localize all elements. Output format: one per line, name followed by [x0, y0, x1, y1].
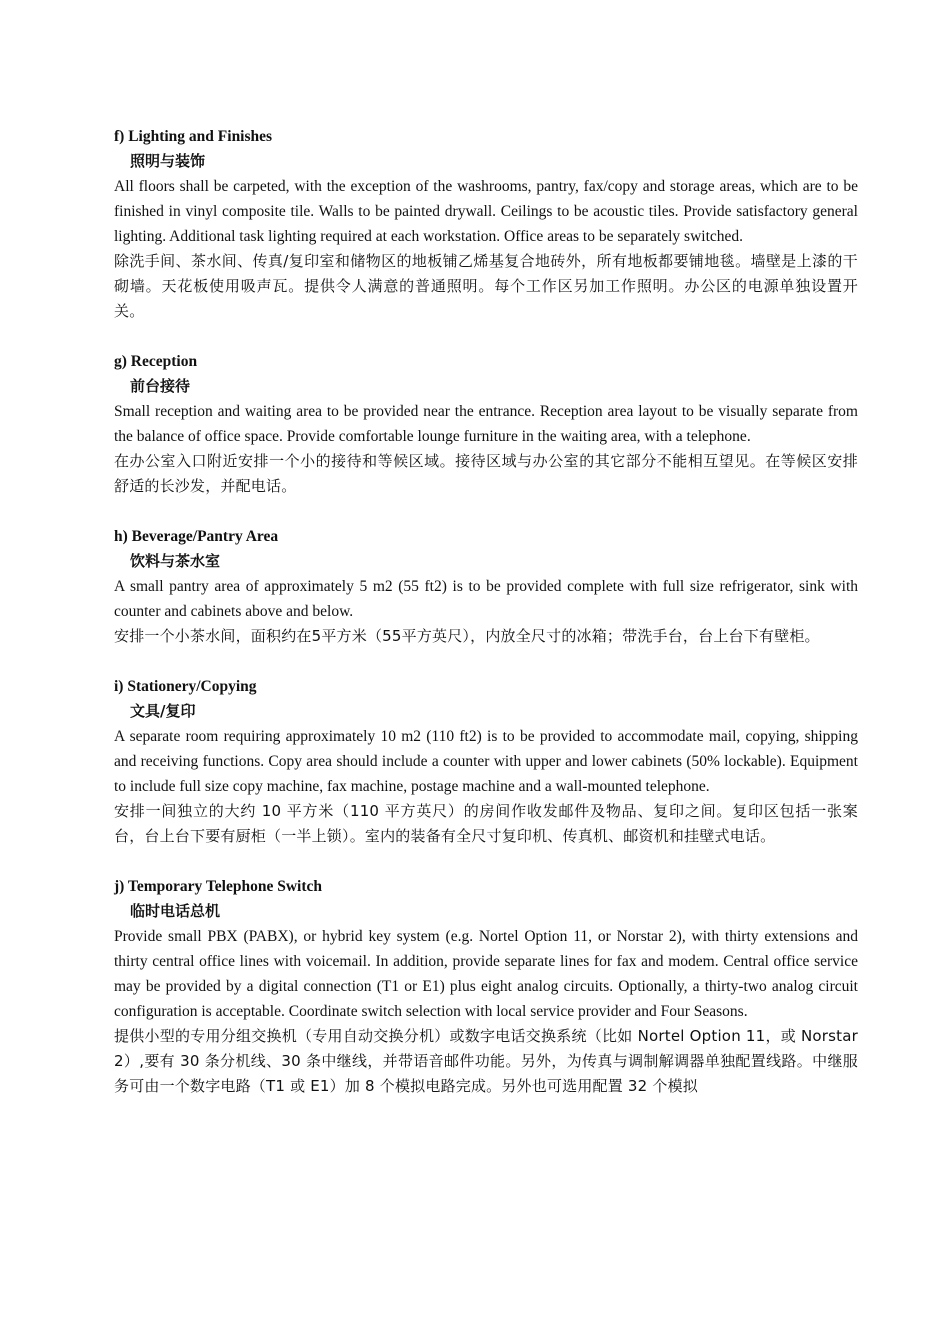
section-subheading-cn: 照明与装饰 [130, 152, 206, 170]
section-subheading-cn: 文具/复印 [130, 702, 196, 720]
section-body-cn: 在办公室入口附近安排一个小的接待和等候区域。接待区域与办公室的其它部分不能相互望见。在等候区安排舒适的长沙发，并配电话。 [114, 452, 858, 495]
section-heading: g) Reception [114, 353, 198, 370]
section-subheading-cn: 临时电话总机 [130, 902, 221, 920]
section-heading: j) Temporary Telephone Switch [114, 878, 322, 895]
section-subheading-cn: 饮料与茶水室 [130, 552, 221, 570]
section-heading: h) Beverage/Pantry Area [114, 528, 279, 545]
section-body-cn: 安排一个小茶水间，面积约在5平方米（55平方英尺），内放全尺寸的冰箱；带洗手台，台上台下有壁柜。 [114, 627, 820, 645]
section-heading: i) Stationery/Copying [114, 678, 257, 695]
document-page [114, 124, 858, 1124]
section-body-en: A small pantry area of approximately 5 m2 (55 ft2) is to be provided complete with full size refrigerator, sink with counter and cabinets above and below. [114, 578, 858, 620]
section-beverage-pantry [114, 524, 858, 649]
section-subheading-cn: 前台接待 [130, 377, 191, 395]
section-heading: f) Lighting and Finishes [114, 128, 273, 145]
section-lighting-finishes [114, 124, 858, 324]
section-body-en: Small reception and waiting area to be provided near the entrance. Reception area layout to be visually separate from the balance of office space. Provide comfortable lounge furniture in the waiting area, with a telephone. [114, 403, 858, 445]
section-body-cn: 除洗手间、茶水间、传真/复印室和储物区的地板铺乙烯基复合地砖外，所有地板都要铺地毯。墙壁是上漆的干砌墙。天花板使用吸声瓦。提供令人满意的普通照明。每个工作区另加工作照明。办公区的电源单独设置开关。 [114, 252, 858, 320]
section-body-cn: 安排一间独立的大约 10 平方米（110 平方英尺）的房间作收发邮件及物品、复印之间。复印区包括一张案台，台上台下要有厨柜（一半上锁）。室内的装备有全尺寸复印机、传真机、邮资机和挂壁式电话。 [114, 802, 858, 845]
section-body-en: Provide small PBX (PABX), or hybrid key system (e.g. Nortel Option 11, or Norstar 2), with thirty extensions and thirty central office lines with voicemail. In addition, provide separate lines for fax and modem. Central office service may be provided by a digital connection (T1 or E1) plus eight analog circuits. Optionally, a thirty-two analog circuit configuration is acceptable. Coordinate switch selection with local service provider and Four Seasons. [114, 928, 858, 1020]
section-temporary-telephone-switch [114, 874, 858, 1099]
section-reception [114, 349, 858, 499]
section-body-cn: 提供小型的专用分组交换机（专用自动交换分机）或数字电话交换系统（比如 Nortel Option 11，或 Norstar 2）,要有 30 条分机线、30 条中继线，并带语音邮件功能。另外，为传真与调制解调器单独配置线路。中继服务可由一个数字电路（T1 或 E1）加 8 个模拟电路完成。另外也可选用配置 32 个模拟 [114, 1027, 858, 1095]
section-body-en: A separate room requiring approximately 10 m2 (110 ft2) is to be provided to accommodate mail, copying, shipping and receiving functions. Copy area should include a counter with upper and lower cabinets (50% lockable). Equipment to include full size copy machine, fax machine, postage machine and a wall-mounted telephone. [114, 728, 858, 795]
section-stationery-copying [114, 674, 858, 849]
section-body-en: All floors shall be carpeted, with the exception of the washrooms, pantry, fax/copy and storage areas, which are to be finished in vinyl composite tile. Walls to be painted drywall. Ceilings to be acoustic tiles. Provide satisfactory general lighting. Additional task lighting required at each workstation. Office areas to be separately switched. [114, 178, 858, 245]
